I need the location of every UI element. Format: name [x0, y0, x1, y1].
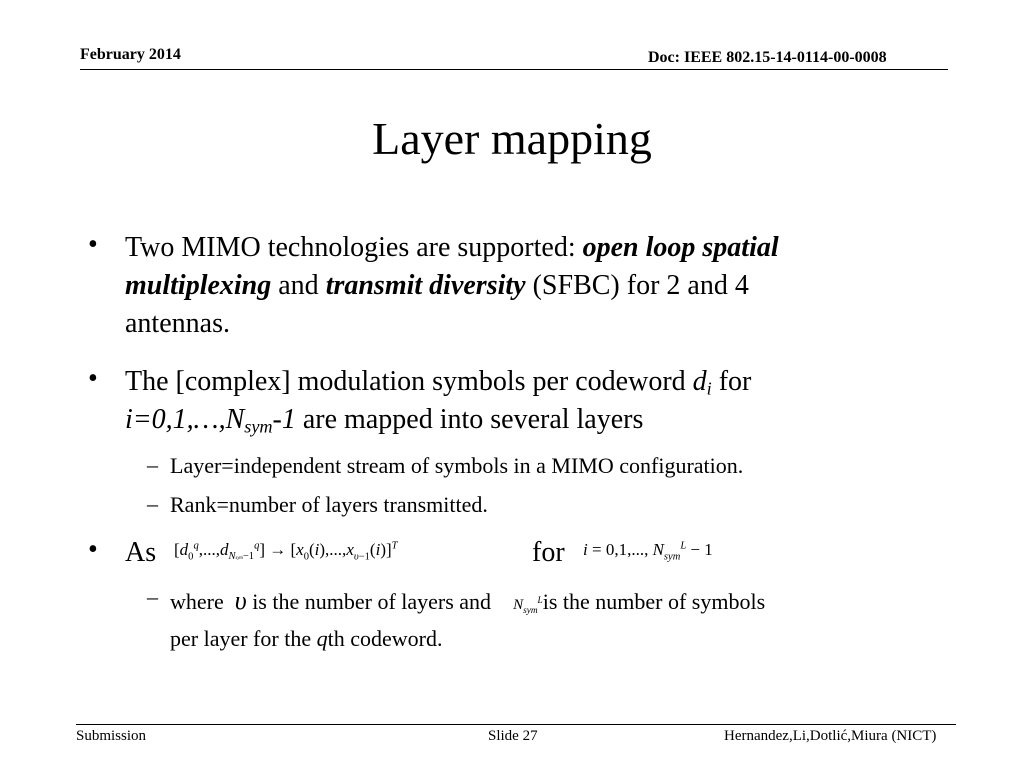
- bullet1-emph-open-loop: open loop spatial: [582, 232, 779, 263]
- bullet1-text-a: Two MIMO technologies are supported:: [125, 232, 583, 263]
- sub-bullet-where: [170, 584, 960, 656]
- layers-text: is the number of layers and: [246, 589, 492, 614]
- bullet2-range: i=0,1,…,N: [125, 404, 245, 435]
- layer-mapping-equation: $[d_0^q,...,d_{Nsym-1}^q] \to [x_0(i),...,x_{\upsilon-1}(i)]^T$: [174, 540, 398, 563]
- bullet1-text-and: and: [271, 270, 326, 301]
- bullet1-emph-transmit-diversity: transmit diversity: [325, 270, 526, 301]
- codeword-text: th codeword.: [327, 626, 443, 651]
- header-date: February 2014: [80, 46, 181, 63]
- where-text: where: [170, 589, 224, 614]
- n-sym-l-symbol: $N_{sym}^L$: [513, 596, 543, 616]
- bullet3-text-for: for: [532, 537, 565, 568]
- header-doc-id: Doc: IEEE 802.15-14-0114-00-0008: [648, 49, 887, 66]
- bullet2-minus-one: -1: [272, 404, 296, 435]
- header-rule: [80, 69, 948, 70]
- bullet-modulation-symbols: [125, 363, 955, 439]
- sub-bullet-dash: –: [147, 491, 158, 516]
- bullet2-text-a: The [complex] modulation symbols per codeword: [125, 366, 693, 397]
- footer-slide-number: Slide 27: [488, 728, 538, 744]
- footer-authors: Hernandez,Li,Dotlić,Miura (NICT): [724, 728, 937, 744]
- bullet2-text-e: are mapped into several layers: [295, 404, 644, 435]
- footer-submission: Submission: [76, 728, 147, 744]
- sub-bullet-layer-definition: Layer=independent stream of symbols in a MIMO configuration.: [170, 453, 744, 478]
- bullet2-var-d: d: [692, 366, 707, 397]
- bullet-marker: •: [88, 363, 98, 394]
- bullet-marker: •: [88, 534, 98, 565]
- bullet1-text-sfbc: (SFBC) for 2 and 4: [525, 270, 749, 301]
- per-layer-text: per layer for the: [170, 626, 317, 651]
- bullet2-sub-sym: sym: [244, 416, 273, 437]
- symbols-text: is the number of symbols: [542, 589, 766, 614]
- sub-bullet-dash: –: [147, 584, 158, 609]
- var-q: q: [316, 626, 328, 651]
- bullet3-text-as: As: [125, 537, 157, 568]
- bullet1-emph-multiplexing: multiplexing: [125, 270, 272, 301]
- bullet2-text-for: for: [711, 366, 752, 397]
- bullet-marker: •: [88, 229, 98, 260]
- bullet1-text-antennas: antennas.: [125, 308, 230, 339]
- upsilon-symbol: υ: [234, 586, 247, 615]
- bullet2-sub-i: i: [706, 378, 712, 399]
- footer-rule: [76, 724, 956, 725]
- sub-bullet-dash: –: [147, 452, 158, 477]
- index-range-equation: i = 0,1,..., $N_{sym}^L - 1$: [583, 540, 713, 563]
- slide-title: Layer mapping: [372, 113, 652, 164]
- sub-bullet-rank-definition: Rank=number of layers transmitted.: [170, 492, 488, 517]
- bullet-mimo-technologies: [125, 229, 955, 343]
